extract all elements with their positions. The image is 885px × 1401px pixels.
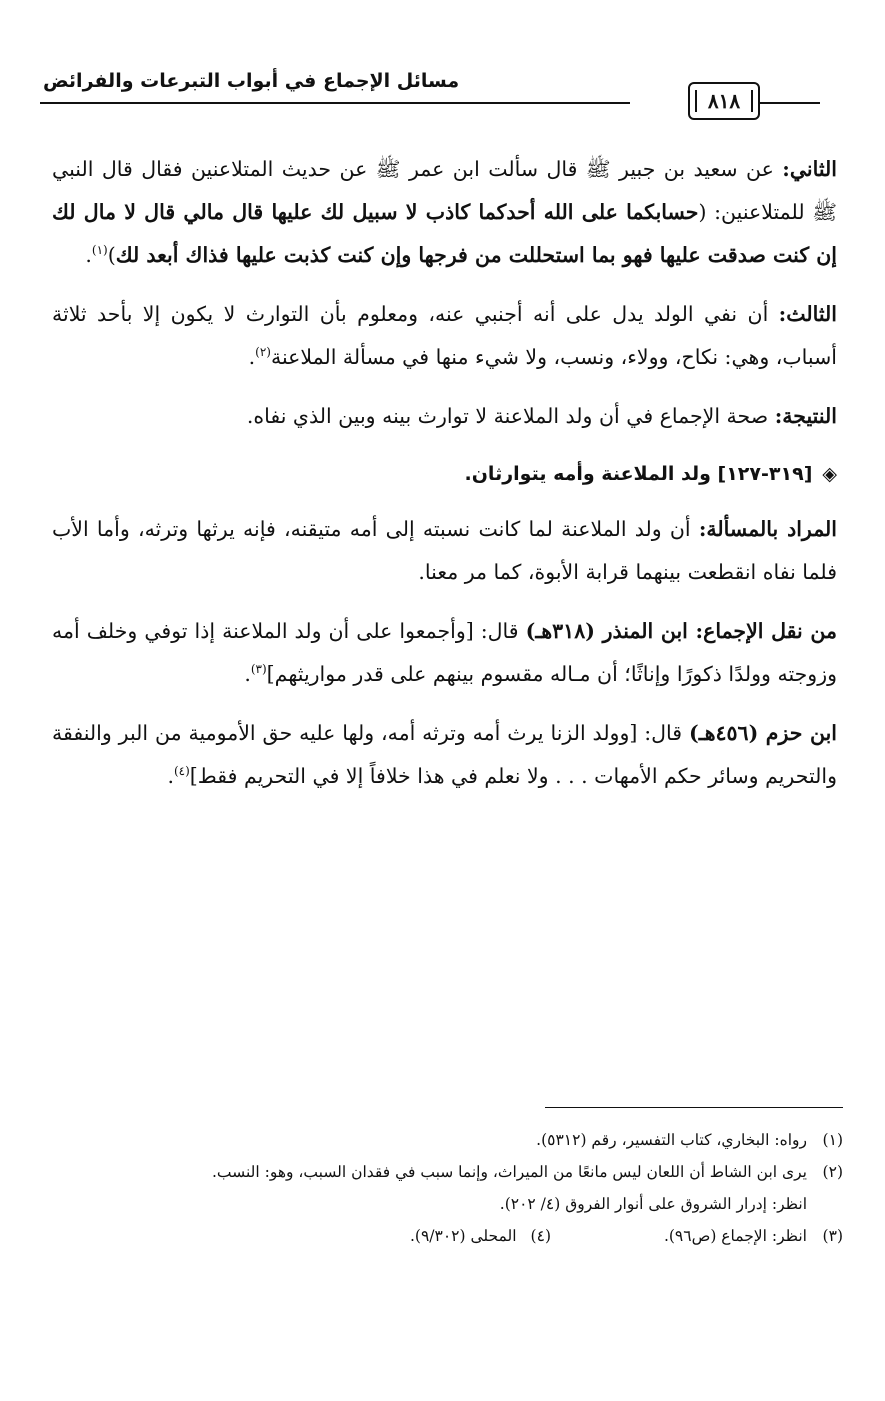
paragraph-end: . [85,243,92,267]
header-rule [40,102,630,104]
paragraph-label: من نقل الإجماع: ابن المنذر (٣١٨هـ) [525,619,837,643]
paragraph-label: الثاني: [782,157,837,181]
footnote-4-text: المحلى (٩/٣٠٢). [410,1227,517,1245]
paragraph-label: المراد بالمسألة: [698,517,838,541]
paragraph-text: عن سعيد بن جبير ﷺ قال سألت ابن عمر ﷺ عن حديث المتلاعنين فقال قال النبي ﷺ للمتلاعنين: ( [52,157,837,224]
paragraph-end: . [248,345,256,369]
paragraph-label: ابن حزم (٤٥٦هـ) [689,721,837,745]
footnote-number: (٤) [530,1227,551,1245]
paragraph-text: أن ولد الملاعنة لما كانت نسبته إلى أمه متيقنه، فإنه يرثها وترثه، وأما الأب فلما نفاه انقطعت بينهما قرابة الأبوة، كما مر معنا. [52,517,837,584]
paragraph-third-evidence [52,293,837,379]
footnote-1 [50,1124,843,1156]
paragraph-text: أن نفي الولد يدل على أنه أجنبي عنه، ومعلوم بأن التوارث لا يكون إلا بأحد ثلاثة أسباب، وهي: نكاح، وولاء، ونسب، ولا شيء منها في مسألة الملاعنة [52,302,837,369]
running-header-title: مسائل الإجماع في أبواب التبرعات والفرائض [43,70,460,92]
footnote-number: (٢) [822,1163,843,1181]
footnote-2-continuation: انظر: إدرار الشروق على أنوار الفروق (٤/ ٢٠٢). [499,1195,807,1213]
section-heading [52,454,837,494]
quote-close: ) [107,243,116,267]
page-number-frame [688,82,760,120]
hadith-quote: حسابكما على الله أحدكما كاذب لا سبيل لك عليها قال مالي قال لا مال لك إن كنت صدقت عليها فهو بما استحللت من فرجها وإن كنت كذبت عليها فذاك أبعد لك [52,200,837,267]
footnotes [50,1124,843,1252]
footnote-3-text: انظر: الإجماع (ص٩٦). [663,1227,807,1245]
footnote-number: (٣) [822,1227,843,1245]
paragraph-label: الثالث: [778,302,837,326]
footnote-2 [50,1156,843,1188]
paragraph-end: . [167,764,174,788]
footnote-separator [545,1107,843,1108]
footnote-ref-3[interactable]: (٣) [250,662,267,677]
paragraph-result [52,395,837,438]
paragraph-second-evidence [52,148,837,277]
paragraph-end: . [244,662,251,686]
diamond-bullet-icon: ◈ [822,463,837,485]
footnote-ref-1[interactable]: (١) [91,243,108,258]
paragraph-ibn-hazm [52,712,837,798]
footnote-ref-2[interactable]: (٢) [255,345,271,360]
section-title: ولد الملاعنة وأمه يتوارثان. [464,463,718,485]
paragraph-label: النتيجة: [774,404,837,428]
main-text [52,148,837,814]
paragraph-text: قال: [وولد الزنا يرث أمه وترثه أمه، ولها عليه حق الأمومية من البر والنفقة والتحريم وسائر حكم الأمهات . . . ولا نعلم في هذا خلافاً إلا في التحريم فقط] [52,721,837,788]
paragraph-text: قال: [وأجمعوا على أن ولد الملاعنة إذا توفي وخلف أمه وزوجته وولدًا ذكورًا وإناثًا؛ أن مـاله مقسوم بينهم على قدر مواريثهم] [52,619,837,686]
footnote-ref-4[interactable]: (٤) [173,764,190,779]
paragraph-consensus-ibn-almundhir [52,610,837,696]
header-rule-right [760,102,820,104]
footnote-text: رواه: البخاري، كتاب التفسير، رقم (٥٣١٢). [536,1131,807,1149]
page-number: ٨١٨ [707,89,741,113]
footnote-row-3-4 [50,1220,843,1252]
paragraph-meaning [52,508,837,594]
footnote-text: يرى ابن الشاط أن اللعان ليس مانعًا من الميراث، وإنما سبب في فقدان السبب، وهو: النسب. [212,1163,807,1181]
paragraph-text: صحة الإجماع في أن ولد الملاعنة لا توارث بينه وبين الذي نفاه. [246,404,775,428]
section-number: [٣١٩-١٢٧] [717,463,813,485]
footnote-number: (١) [822,1131,843,1149]
footnote-4 [410,1220,551,1252]
